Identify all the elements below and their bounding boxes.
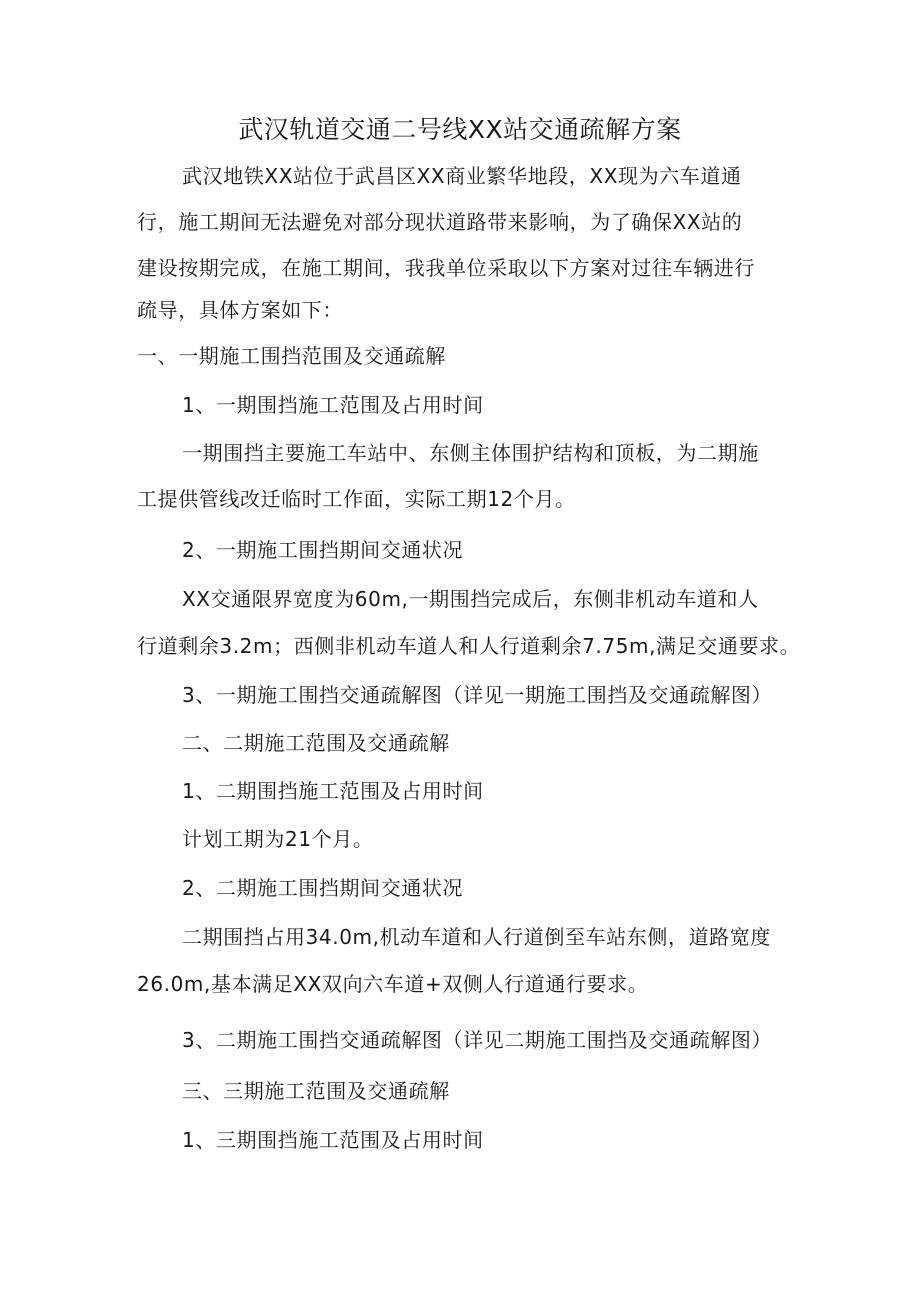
section1-item1-line-2: 工提供管线改迁临时工作面，实际工期12个月。	[137, 487, 576, 511]
section1-item1-heading: 1、一期围挡施工范围及占用时间	[182, 393, 484, 417]
section3-heading: 三、三期施工范围及交通疏解	[182, 1079, 450, 1103]
intro-line-1: 武汉地铁XX站位于武昌区XX商业繁华地段，XX现为六车道通	[182, 164, 742, 188]
section1-heading: 一、一期施工围挡范围及交通疏解	[137, 344, 446, 368]
intro-line-3: 建设按期完成，在施工期间，我我单位采取以下方案对过往车辆进行	[137, 256, 755, 280]
intro-line-2: 行，施工期间无法避免对部分现状道路带来影响，为了确保XX站的	[137, 210, 743, 234]
section2-heading: 二、二期施工范围及交通疏解	[182, 731, 450, 755]
section3-item1-heading: 1、三期围挡施工范围及占用时间	[182, 1128, 484, 1152]
section2-item1-heading: 1、二期围挡施工范围及占用时间	[182, 779, 484, 803]
section2-item2-line-1: 二期围挡占用34.0m,机动车道和人行道倒至车站东侧，道路宽度	[182, 925, 771, 949]
section1-item2-heading: 2、一期施工围挡期间交通状况	[182, 538, 464, 562]
section2-item3-heading: 3、二期施工围挡交通疏解图（详见二期施工围挡及交通疏解图）	[182, 1028, 773, 1052]
section2-item2-heading: 2、二期施工围挡期间交通状况	[182, 876, 464, 900]
section2-item1-text: 计划工期为21个月。	[182, 827, 374, 851]
section1-item2-line-1: XX交通限界宽度为60m,一期围挡完成后，东侧非机动车道和人	[182, 587, 759, 611]
section1-item2-line-2: 行道剩余3.2m；西侧非机动车道人和人行道剩余7.75m,满足交通要求。	[137, 634, 801, 658]
intro-line-4: 疏导，具体方案如下：	[137, 298, 343, 322]
section2-item2-line-2: 26.0m,基本满足XX双向六车道+双侧人行道通行要求。	[137, 972, 649, 996]
section1-item1-line-1: 一期围挡主要施工车站中、东侧主体围护结构和顶板，为二期施	[182, 441, 759, 465]
document-title: 武汉轨道交通二号线XX站交通疏解方案	[238, 115, 682, 144]
section1-item3-heading: 3、一期施工围挡交通疏解图（详见一期施工围挡及交通疏解图）	[182, 683, 773, 707]
